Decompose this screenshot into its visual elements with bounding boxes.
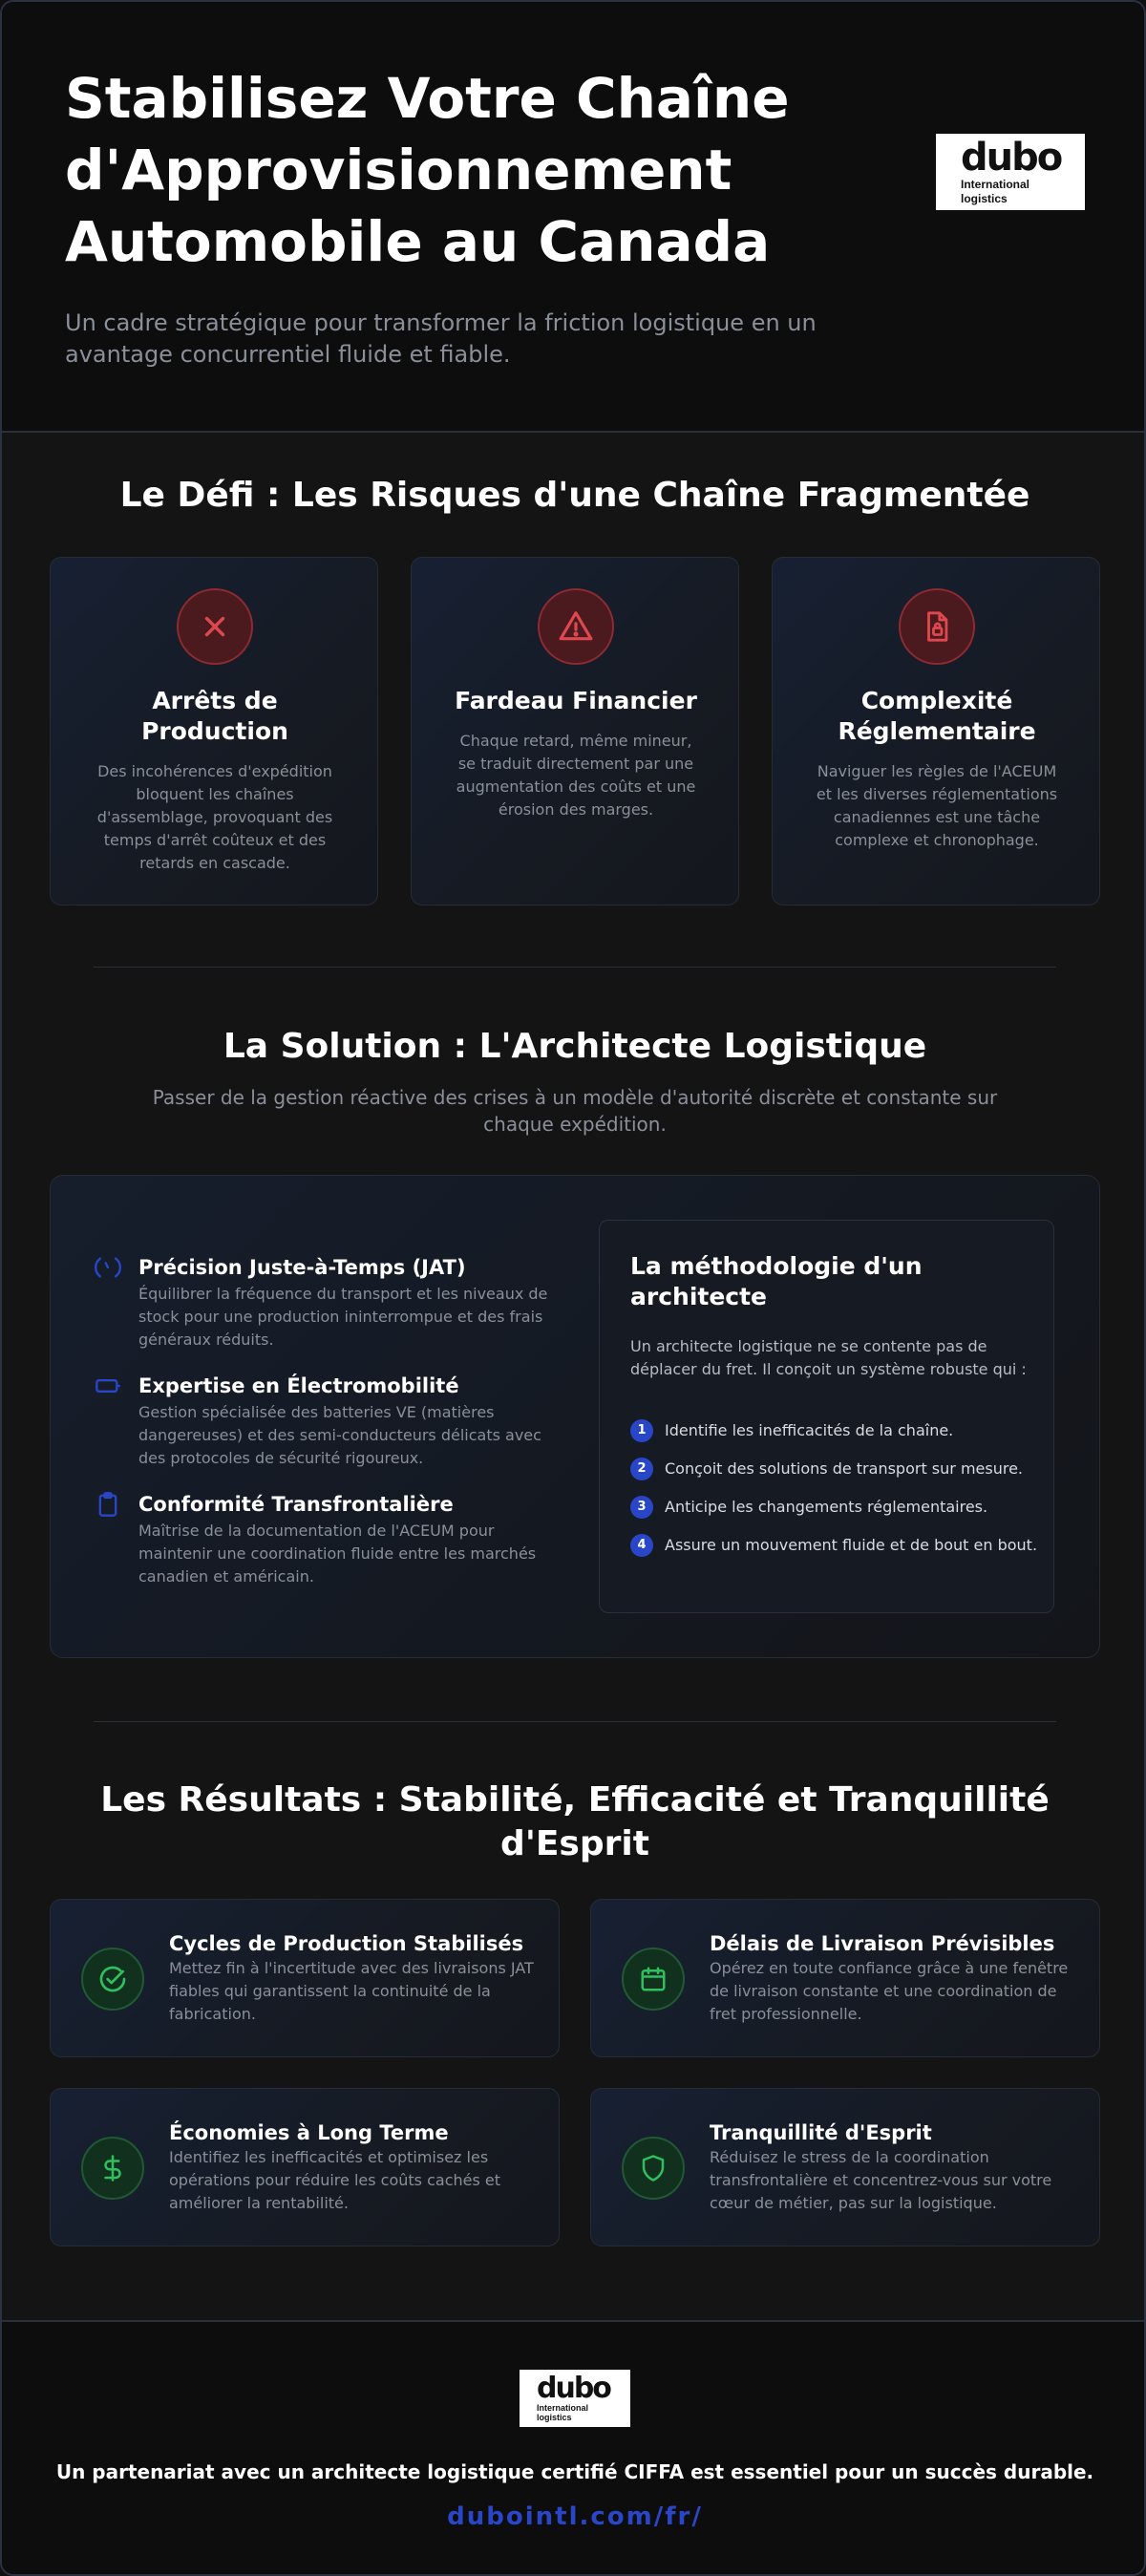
step-text: Assure un mouvement fluide et de bout en bout.: [665, 1536, 1038, 1554]
clipboard-icon: [95, 1491, 121, 1518]
challenge-card-financial: [411, 557, 739, 905]
result-card-peace-of-mind: [590, 2088, 1100, 2246]
result-card-text: Mettez fin à l'incertitude avec des livraisons JAT fiables qui garantissent la continuité de la fabrication.: [169, 1959, 534, 2023]
battery-icon: [95, 1373, 121, 1399]
company-logo[interactable]: [936, 134, 1085, 210]
section-divider: [94, 1721, 1056, 1722]
step-text: Conçoit des solutions de transport sur mesure.: [665, 1459, 1023, 1478]
result-card-savings: [50, 2088, 560, 2246]
feature-text: Maîtrise de la documentation de l'ACEUM pour maintenir une coordination fluide entre les marchés canadien et américain.: [138, 1522, 537, 1586]
results-section-title: Les Résultats : Stabilité, Efficacité et Tranquillité d'Esprit: [100, 1780, 1050, 1863]
logo-text-line1: International: [537, 2402, 589, 2413]
methodology-title: La méthodologie d'un architecte: [630, 1252, 923, 1310]
x-icon: [177, 588, 253, 665]
logo-text-line1: International: [961, 178, 1030, 192]
methodology-intro: Un architecte logistique ne se contente pas de déplacer du fret. Il conçoit un système robuste qui :: [630, 1337, 1027, 1378]
solution-section-title: La Solution : L'Architecte Logistique: [223, 1027, 927, 1066]
challenge-card-title: Arrêts de Production: [141, 687, 288, 745]
challenge-section-title: Le Défi : Les Risques d'une Chaîne Fragmentée: [119, 476, 1030, 515]
step-number: 1: [630, 1419, 653, 1442]
dollar-icon: [81, 2137, 144, 2200]
feature-text: Gestion spécialisée des batteries VE (matières dangereuses) et des semi-conducteurs délicats avec des protocoles de sécurité rigoureux.: [138, 1403, 541, 1467]
solution-panel: [50, 1175, 1100, 1658]
result-card-title: Délais de Livraison Prévisibles: [710, 1932, 1055, 1955]
step-number: 2: [630, 1458, 653, 1480]
feature-title: Précision Juste-à-Temps (JAT): [138, 1256, 466, 1279]
solution-section-subtitle: Passer de la gestion réactive des crises à un modèle d'autorité discrète et constante sur chaque expédition.: [152, 1086, 998, 1136]
methodology-box: [599, 1220, 1054, 1613]
page-title: Stabilisez Votre Chaîne d'Approvisionnement Automobile au Canada: [65, 66, 790, 274]
locked-document-icon: [899, 588, 975, 665]
logo-text-line2: logistics: [537, 2413, 572, 2422]
challenge-card-regulatory: [772, 557, 1100, 905]
result-card-production: [50, 1899, 560, 2057]
logo-mark: dubo: [961, 136, 1062, 181]
footer-tagline: Un partenariat avec un architecte logistique certifié CIFFA est essentiel pour un succès durable.: [55, 2460, 1094, 2483]
step-text: Identifie les inefficacités de la chaîne.: [665, 1421, 954, 1439]
footer-logo[interactable]: [520, 2370, 630, 2427]
result-card-title: Cycles de Production Stabilisés: [169, 1932, 524, 1955]
feature-text: Équilibrer la fréquence du transport et les niveaux de stock pour une production ininterrompue et des frais généraux réduits.: [138, 1285, 548, 1349]
challenge-card-title: Fardeau Financier: [455, 687, 697, 714]
step-text: Anticipe les changements réglementaires.: [665, 1498, 988, 1516]
result-card-text: Identifiez les inefficacités et optimisez les opérations pour réduire les coûts cachés et améliorer la rentabilité.: [169, 2148, 501, 2212]
website-link[interactable]: dubointl.com/fr/: [447, 2502, 703, 2531]
feature-title: Expertise en Électromobilité: [138, 1374, 459, 1397]
result-card-text: Réduisez le stress de la coordination transfrontalière et concentrez-vous sur votre cœur de métier, pas sur la logistique.: [710, 2148, 1052, 2212]
result-card-text: Opérez en toute confiance grâce à une fenêtre de livraison constante et une coordination de fret professionnelle.: [710, 1959, 1069, 2023]
logo-text-line2: logistics: [961, 192, 1008, 205]
result-card-title: Économies à Long Terme: [169, 2121, 449, 2144]
challenge-card-text: Chaque retard, même mineur, se traduit directement par une augmentation des coûts et une érosion des marges.: [456, 732, 696, 819]
result-card-delivery: [590, 1899, 1100, 2057]
section-divider: [94, 967, 1056, 968]
challenge-card-title: Complexité Réglementaire: [838, 687, 1036, 745]
feature-title: Conformité Transfrontalière: [138, 1493, 454, 1516]
page-subtitle: Un cadre stratégique pour transformer la friction logistique en un avantage concurrentiel fluide et fiable.: [65, 309, 817, 368]
shield-icon: [622, 2137, 685, 2200]
logo-mark: dubo: [537, 2371, 610, 2405]
challenge-card-text: Des incohérences d'expédition bloquent les chaînes d'assemblage, provoquant des temps d'arrêt coûteux et des retards en cascade.: [96, 762, 333, 872]
result-card-title: Tranquillité d'Esprit: [710, 2121, 932, 2144]
warning-icon: [538, 588, 614, 665]
challenge-card-text: Naviguer les règles de l'ACEUM et les diverses réglementations canadiennes est une tâche complexe et chronophage.: [816, 762, 1058, 849]
step-number: 3: [630, 1496, 653, 1519]
step-number: 4: [630, 1534, 653, 1557]
calendar-icon: [622, 1948, 685, 2011]
check-circle-icon: [81, 1948, 144, 2011]
challenge-card-production: [50, 557, 378, 905]
precision-icon: [95, 1254, 121, 1281]
hero-header: [2, 2, 1146, 433]
page-footer: [2, 2320, 1146, 2576]
